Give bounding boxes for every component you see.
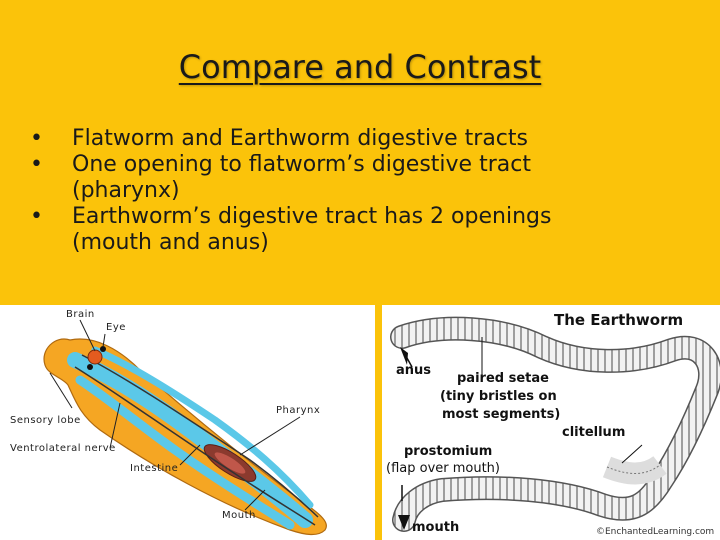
label-mouth: Mouth bbox=[222, 510, 256, 521]
label-mouth: mouth bbox=[412, 520, 460, 535]
bullet-glyph: • bbox=[30, 126, 43, 151]
bullet-text-continued: (mouth and anus) bbox=[72, 230, 269, 255]
label-ventrolateral-nerve: Ventrolateral nerve bbox=[10, 443, 116, 454]
bullet-item bbox=[26, 152, 706, 204]
label-setae-note-2: most segments) bbox=[442, 407, 561, 422]
clitellum-shape bbox=[607, 465, 660, 474]
label-prostomium-note: (flap over mouth) bbox=[386, 461, 500, 476]
bullet-item bbox=[26, 126, 706, 152]
bullet-list bbox=[26, 126, 706, 256]
brain-shape bbox=[88, 350, 102, 364]
earthworm-title: The Earthworm bbox=[554, 311, 684, 329]
copyright-text: ©EnchantedLearning.com bbox=[596, 527, 715, 537]
label-intestine: Intestine bbox=[130, 463, 179, 474]
bullet-text: One opening to flatworm’s digestive tract bbox=[72, 152, 531, 177]
slide-title: Compare and Contrast bbox=[178, 48, 542, 86]
label-sensory-lobe: Sensory lobe bbox=[10, 415, 81, 426]
bullet-glyph: • bbox=[30, 152, 43, 177]
earthworm-illustration bbox=[382, 305, 720, 540]
bullet-text: Earthworm’s digestive tract has 2 openings bbox=[72, 204, 552, 229]
label-pharynx: Pharynx bbox=[276, 405, 321, 416]
label-eye: Eye bbox=[106, 322, 126, 333]
label-setae-note-1: (tiny bristles on bbox=[440, 389, 557, 404]
bullet-glyph: • bbox=[30, 204, 43, 229]
bullet-item bbox=[26, 204, 706, 256]
label-brain: Brain bbox=[66, 309, 95, 320]
earthworm-diagram bbox=[382, 305, 720, 540]
label-anus: anus bbox=[396, 363, 432, 378]
label-prostomium: prostomium bbox=[404, 444, 493, 459]
label-clitellum: clitellum bbox=[562, 425, 626, 440]
bullet-text-continued: (pharynx) bbox=[72, 178, 180, 203]
bullet-text: Flatworm and Earthworm digestive tracts bbox=[72, 126, 528, 151]
flatworm-diagram bbox=[0, 305, 375, 540]
label-paired-setae: paired setae bbox=[457, 371, 549, 386]
